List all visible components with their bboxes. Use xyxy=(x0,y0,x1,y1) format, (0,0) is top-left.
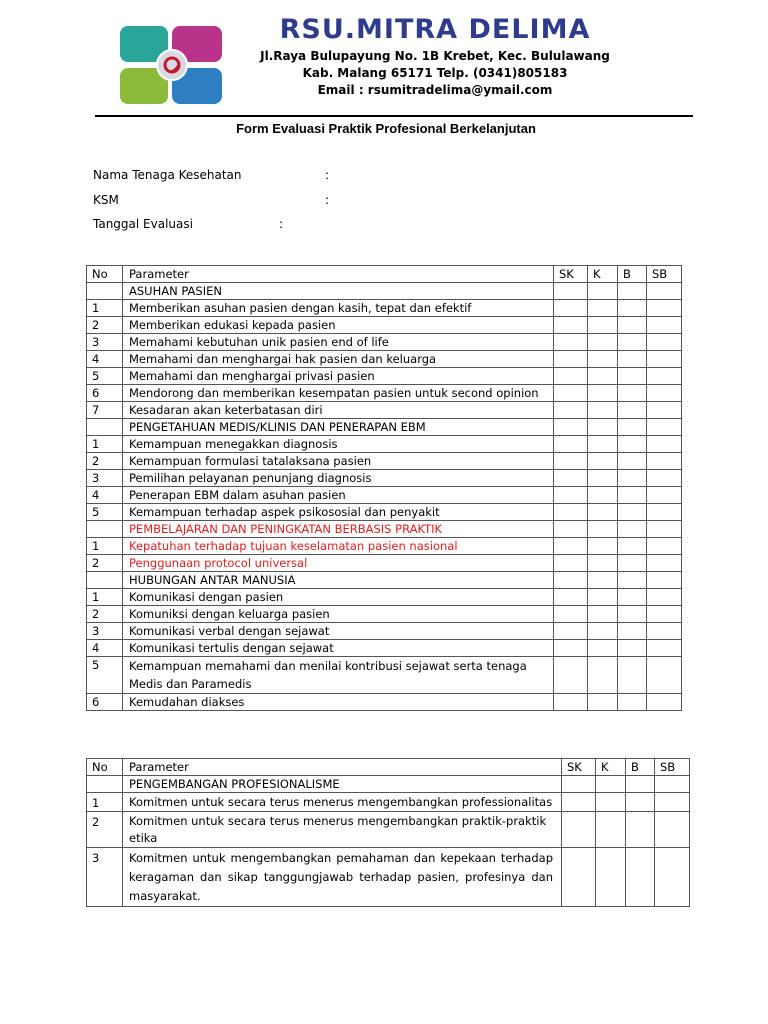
table-row xyxy=(87,538,682,555)
header-no: No xyxy=(87,266,123,283)
table-header-row xyxy=(87,266,682,283)
b-cell[interactable] xyxy=(618,470,647,487)
sb-cell[interactable] xyxy=(647,334,682,351)
table-row xyxy=(87,606,682,623)
row-parameter: Kepatuhan terhadap tujuan keselamatan pasien nasional xyxy=(123,538,554,555)
header-divider xyxy=(95,115,693,117)
k-cell[interactable] xyxy=(588,487,618,504)
b-cell[interactable] xyxy=(618,657,647,694)
sk-cell[interactable] xyxy=(554,623,588,640)
table-row xyxy=(87,487,682,504)
sk-cell[interactable] xyxy=(554,589,588,606)
row-parameter: Kemampuan terhadap aspek psikososial dan penyakit xyxy=(123,504,554,521)
header-parameter: Parameter xyxy=(123,759,562,776)
sb-cell[interactable] xyxy=(647,555,682,572)
field-label: Nama Tenaga Kesehatan xyxy=(93,168,242,182)
k-cell[interactable] xyxy=(588,555,618,572)
section-row xyxy=(87,572,682,589)
field-colon: : xyxy=(279,217,284,231)
header-b: B xyxy=(626,759,655,776)
row-number: 2 xyxy=(87,812,123,848)
row-number: 2 xyxy=(87,317,123,334)
b-cell[interactable] xyxy=(626,848,655,907)
row-number: 1 xyxy=(87,300,123,317)
header-sb: SB xyxy=(655,759,690,776)
b-cell[interactable] xyxy=(618,385,647,402)
sk-cell[interactable] xyxy=(562,848,596,907)
sb-cell[interactable] xyxy=(647,351,682,368)
row-parameter: Memahami dan menghargai privasi pasien xyxy=(123,368,554,385)
table-row xyxy=(87,436,682,453)
field-label: Tanggal Evaluasi xyxy=(93,217,193,231)
row-parameter: Penggunaan protocol universal xyxy=(123,555,554,572)
row-number: 3 xyxy=(87,334,123,351)
row-number: 6 xyxy=(87,694,123,711)
k-cell[interactable] xyxy=(588,504,618,521)
table-row xyxy=(87,453,682,470)
sk-cell[interactable] xyxy=(554,385,588,402)
sb-cell[interactable] xyxy=(647,402,682,419)
sb-cell[interactable] xyxy=(647,589,682,606)
k-cell[interactable] xyxy=(596,812,626,848)
address-line-3: Email : rsumitradelima@ymail.com xyxy=(317,83,553,97)
table-row xyxy=(87,317,682,334)
row-number: 3 xyxy=(87,623,123,640)
k-cell[interactable] xyxy=(588,606,618,623)
table-row xyxy=(87,555,682,572)
row-parameter: Kemudahan diakses xyxy=(123,694,554,711)
row-parameter: Kemampuan memahami dan menilai kontribusi sejawat serta tenaga Medis dan Paramedis xyxy=(123,657,554,694)
row-parameter: Komitmen untuk secara terus menerus mengembangkan professionalitas xyxy=(123,793,562,812)
k-cell[interactable] xyxy=(588,300,618,317)
hospital-logo xyxy=(118,24,226,108)
row-number: 4 xyxy=(87,640,123,657)
b-cell[interactable] xyxy=(618,351,647,368)
sk-cell[interactable] xyxy=(554,657,588,694)
sk-cell[interactable] xyxy=(554,368,588,385)
sk-cell[interactable] xyxy=(554,453,588,470)
k-cell[interactable] xyxy=(588,351,618,368)
row-number: 5 xyxy=(87,368,123,385)
b-cell[interactable] xyxy=(618,504,647,521)
sk-cell[interactable] xyxy=(554,436,588,453)
header-no: No xyxy=(87,759,123,776)
header-sb: SB xyxy=(647,266,682,283)
sb-cell[interactable] xyxy=(647,300,682,317)
section-title: HUBUNGAN ANTAR MANUSIA xyxy=(123,572,554,589)
form-title: Form Evaluasi Praktik Profesional Berkelanjutan xyxy=(236,121,536,136)
k-cell[interactable] xyxy=(588,538,618,555)
field-colon: : xyxy=(325,193,330,207)
section-title: PENGETAHUAN MEDIS/KLINIS DAN PENERAPAN EBM xyxy=(123,419,554,436)
table-row xyxy=(87,589,682,606)
evaluation-table-1 xyxy=(86,265,682,711)
row-parameter: Komitmen untuk secara terus menerus mengembangkan praktik-praktik etika xyxy=(123,812,562,848)
sb-cell[interactable] xyxy=(647,657,682,694)
b-cell[interactable] xyxy=(618,694,647,711)
b-cell[interactable] xyxy=(626,793,655,812)
row-parameter: Pemilihan pelayanan penunjang diagnosis xyxy=(123,470,554,487)
table-row xyxy=(87,368,682,385)
k-cell[interactable] xyxy=(588,368,618,385)
b-cell[interactable] xyxy=(618,402,647,419)
address-line-1: Jl.Raya Bulupayung No. 1B Krebet, Kec. Bululawang xyxy=(260,49,610,63)
table-row xyxy=(87,470,682,487)
row-number: 4 xyxy=(87,351,123,368)
row-parameter: Memahami dan menghargai hak pasien dan keluarga xyxy=(123,351,554,368)
b-cell[interactable] xyxy=(618,640,647,657)
row-parameter: Memberikan asuhan pasien dengan kasih, tepat dan efektif xyxy=(123,300,554,317)
row-number: 1 xyxy=(87,538,123,555)
row-parameter: Komuniksi dengan keluarga pasien xyxy=(123,606,554,623)
row-number: 7 xyxy=(87,402,123,419)
header-parameter: Parameter xyxy=(123,266,554,283)
table-row xyxy=(87,385,682,402)
sb-cell[interactable] xyxy=(647,606,682,623)
field-colon: : xyxy=(325,168,330,182)
row-parameter: Kemampuan formulasi tatalaksana pasien xyxy=(123,453,554,470)
table-row xyxy=(87,504,682,521)
row-number: 1 xyxy=(87,436,123,453)
sk-cell[interactable] xyxy=(554,640,588,657)
row-number: 1 xyxy=(87,589,123,606)
row-number: 2 xyxy=(87,453,123,470)
table-row xyxy=(87,657,682,694)
b-cell[interactable] xyxy=(618,487,647,504)
sb-cell[interactable] xyxy=(647,538,682,555)
b-cell[interactable] xyxy=(618,453,647,470)
sb-cell[interactable] xyxy=(655,812,690,848)
table-row xyxy=(87,812,690,848)
b-cell[interactable] xyxy=(618,538,647,555)
row-parameter: Memahami kebutuhan unik pasien end of life xyxy=(123,334,554,351)
sb-cell[interactable] xyxy=(647,436,682,453)
sb-cell[interactable] xyxy=(647,453,682,470)
sb-cell[interactable] xyxy=(647,487,682,504)
row-number: 5 xyxy=(87,504,123,521)
sk-cell[interactable] xyxy=(554,317,588,334)
k-cell[interactable] xyxy=(588,470,618,487)
row-parameter: Komitmen untuk mengembangkan pemahaman dan kepekaan terhadap keragaman dan sikap tanggungjawab terhadap pasien, profesinya dan masyarakat. xyxy=(123,848,562,907)
table-row xyxy=(87,694,682,711)
sb-cell[interactable] xyxy=(647,504,682,521)
row-number: 1 xyxy=(87,793,123,812)
row-number: 6 xyxy=(87,385,123,402)
b-cell[interactable] xyxy=(618,555,647,572)
b-cell[interactable] xyxy=(618,317,647,334)
row-parameter: Memberikan edukasi kepada pasien xyxy=(123,317,554,334)
b-cell[interactable] xyxy=(618,606,647,623)
k-cell[interactable] xyxy=(588,640,618,657)
k-cell[interactable] xyxy=(588,623,618,640)
sk-cell[interactable] xyxy=(554,487,588,504)
table-row xyxy=(87,300,682,317)
header-k: K xyxy=(596,759,626,776)
row-number: 2 xyxy=(87,555,123,572)
b-cell[interactable] xyxy=(618,589,647,606)
row-parameter: Kesadaran akan keterbatasan diri xyxy=(123,402,554,419)
sb-cell[interactable] xyxy=(647,694,682,711)
table-row xyxy=(87,334,682,351)
row-parameter: Komunikasi tertulis dengan sejawat xyxy=(123,640,554,657)
k-cell[interactable] xyxy=(588,694,618,711)
address-line-2: Kab. Malang 65171 Telp. (0341)805183 xyxy=(302,66,568,80)
sk-cell[interactable] xyxy=(554,538,588,555)
table-row xyxy=(87,623,682,640)
sb-cell[interactable] xyxy=(647,470,682,487)
row-number: 3 xyxy=(87,470,123,487)
row-parameter: Mendorong dan memberikan kesempatan pasien untuk second opinion xyxy=(123,385,554,402)
row-parameter: Kemampuan menegakkan diagnosis xyxy=(123,436,554,453)
table-row xyxy=(87,640,682,657)
sb-cell[interactable] xyxy=(647,640,682,657)
row-number: 2 xyxy=(87,606,123,623)
b-cell[interactable] xyxy=(618,300,647,317)
k-cell[interactable] xyxy=(588,402,618,419)
sb-cell[interactable] xyxy=(655,793,690,812)
row-parameter: Penerapan EBM dalam asuhan pasien xyxy=(123,487,554,504)
k-cell[interactable] xyxy=(588,589,618,606)
sb-cell[interactable] xyxy=(647,368,682,385)
table-row xyxy=(87,402,682,419)
row-number: 4 xyxy=(87,487,123,504)
section-title: PENGEMBANGAN PROFESIONALISME xyxy=(123,776,562,793)
k-cell[interactable] xyxy=(596,848,626,907)
k-cell[interactable] xyxy=(588,334,618,351)
section-row xyxy=(87,521,682,538)
sk-cell[interactable] xyxy=(562,812,596,848)
row-parameter: Komunikasi verbal dengan sejawat xyxy=(123,623,554,640)
header-sk: SK xyxy=(562,759,596,776)
section-title: ASUHAN PASIEN xyxy=(123,283,554,300)
b-cell[interactable] xyxy=(626,812,655,848)
sk-cell[interactable] xyxy=(554,300,588,317)
k-cell[interactable] xyxy=(588,453,618,470)
header-sk: SK xyxy=(554,266,588,283)
table-row xyxy=(87,351,682,368)
sk-cell[interactable] xyxy=(554,504,588,521)
k-cell[interactable] xyxy=(588,317,618,334)
sb-cell[interactable] xyxy=(655,848,690,907)
header-k: K xyxy=(588,266,618,283)
sk-cell[interactable] xyxy=(554,334,588,351)
sk-cell[interactable] xyxy=(554,402,588,419)
table-header-row xyxy=(87,759,690,776)
section-row xyxy=(87,419,682,436)
row-number: 5 xyxy=(87,657,123,694)
b-cell[interactable] xyxy=(618,623,647,640)
sb-cell[interactable] xyxy=(647,385,682,402)
sk-cell[interactable] xyxy=(554,555,588,572)
row-number: 3 xyxy=(87,848,123,907)
sk-cell[interactable] xyxy=(562,793,596,812)
b-cell[interactable] xyxy=(618,436,647,453)
hospital-name: RSU.MITRA DELIMA xyxy=(279,14,591,45)
k-cell[interactable] xyxy=(588,436,618,453)
table-row xyxy=(87,793,690,812)
section-row xyxy=(87,776,690,793)
b-cell[interactable] xyxy=(618,368,647,385)
row-parameter: Komunikasi dengan pasien xyxy=(123,589,554,606)
sk-cell[interactable] xyxy=(554,470,588,487)
field-label: KSM xyxy=(93,193,119,207)
sk-cell[interactable] xyxy=(554,606,588,623)
header-b: B xyxy=(618,266,647,283)
k-cell[interactable] xyxy=(588,657,618,694)
sk-cell[interactable] xyxy=(554,694,588,711)
sb-cell[interactable] xyxy=(647,317,682,334)
b-cell[interactable] xyxy=(618,334,647,351)
sk-cell[interactable] xyxy=(554,351,588,368)
section-row xyxy=(87,283,682,300)
evaluation-table-2 xyxy=(86,758,690,907)
k-cell[interactable] xyxy=(596,793,626,812)
section-title: PEMBELAJARAN DAN PENINGKATAN BERBASIS PRAKTIK xyxy=(123,521,554,538)
sb-cell[interactable] xyxy=(647,623,682,640)
k-cell[interactable] xyxy=(588,385,618,402)
table-row xyxy=(87,848,690,907)
